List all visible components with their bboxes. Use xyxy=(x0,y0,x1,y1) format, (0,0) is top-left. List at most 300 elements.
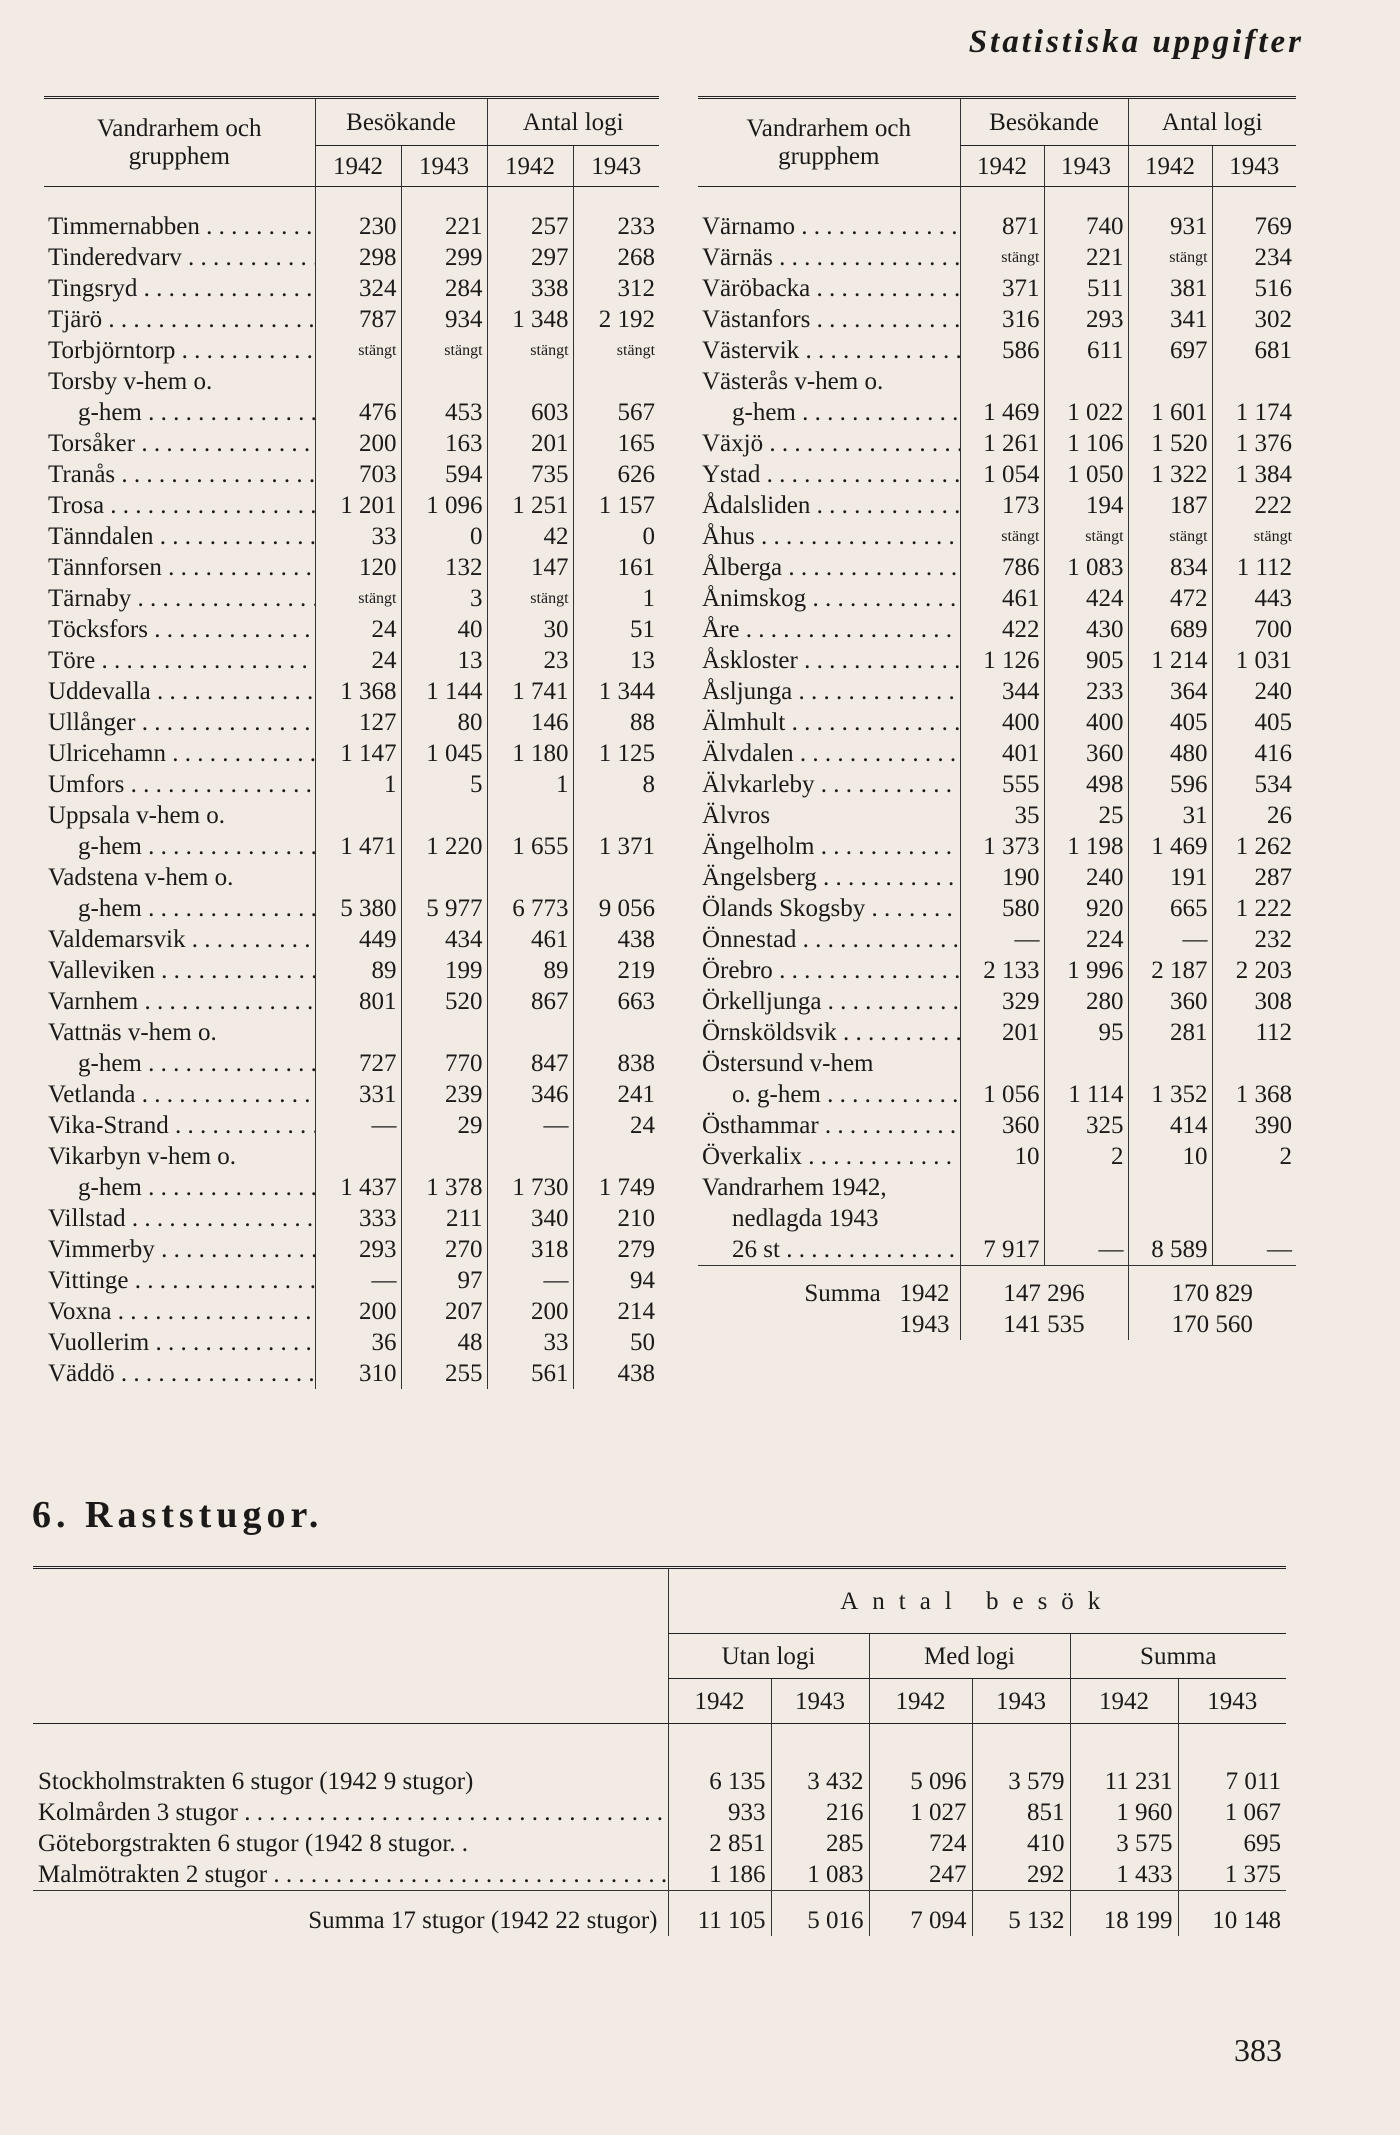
hostel-value-v42: 586 xyxy=(960,335,1044,366)
hostel-value-v42: 324 xyxy=(315,273,401,304)
year-header: 1942 xyxy=(869,1679,972,1724)
hostel-row xyxy=(44,1079,659,1110)
hostel-value-v42: 1 xyxy=(315,769,401,800)
year-header: 1943 xyxy=(771,1679,869,1724)
hostel-row xyxy=(44,521,659,552)
hostel-value-v43: 498 xyxy=(1044,769,1128,800)
hostel-name: Östhammar . . . xyxy=(698,1110,960,1141)
hostel-name: Tingsryd . . . xyxy=(44,273,315,304)
summa-row xyxy=(698,1309,1296,1340)
hostel-value-l43: 219 xyxy=(573,955,659,986)
hostel-name: Örkelljunga . . . xyxy=(698,986,960,1017)
hostel-value-l42: 146 xyxy=(487,707,573,738)
header-name-column: Vandrarhem och grupphem xyxy=(44,98,315,187)
hostel-value-v43: 1 220 xyxy=(401,831,487,862)
hostel-value-v43: 199 xyxy=(401,955,487,986)
hostel-value-v42: 190 xyxy=(960,862,1044,893)
hostel-row xyxy=(44,1017,659,1048)
hostel-value-l42 xyxy=(487,1141,573,1172)
summa-year: 1943 xyxy=(899,1311,950,1338)
hostel-value-l42: 340 xyxy=(487,1203,573,1234)
hostel-value-l42: 472 xyxy=(1128,583,1212,614)
hostel-value-v42: 24 xyxy=(315,614,401,645)
hostel-value-l42: 1 352 xyxy=(1128,1079,1212,1110)
hostel-value-v42: 120 xyxy=(315,552,401,583)
hostel-name: Örebro . . . xyxy=(698,955,960,986)
hostel-row xyxy=(698,924,1296,955)
hostel-value-v43: 770 xyxy=(401,1048,487,1079)
hostel-value-v42: 371 xyxy=(960,273,1044,304)
year-header: 1943 xyxy=(1212,146,1296,187)
hostel-value-l42: 297 xyxy=(487,242,573,273)
hostel-row xyxy=(44,397,659,428)
hostel-value-l42: 834 xyxy=(1128,552,1212,583)
year-header: 1942 xyxy=(487,146,573,187)
hostel-row xyxy=(44,800,659,831)
hostel-name: Trosa . . . xyxy=(44,490,315,521)
hostel-value-v42: 230 xyxy=(315,187,401,243)
hostel-name: Västanfors . . . xyxy=(698,304,960,335)
year-header: 1943 xyxy=(1178,1679,1286,1724)
hostel-value-l43: 24 xyxy=(573,1110,659,1141)
hostel-value-l43 xyxy=(573,366,659,397)
hostel-name: Vittinge . . . xyxy=(44,1265,315,1296)
hostel-row xyxy=(698,366,1296,397)
hostel-row xyxy=(44,614,659,645)
hostel-value-v42: 1 373 xyxy=(960,831,1044,862)
hostel-value-l43: 438 xyxy=(573,1358,659,1389)
hostel-name: Värnäs . . . xyxy=(698,242,960,273)
hostel-value-l43: 416 xyxy=(1212,738,1296,769)
hostel-name: Uddevalla . . . xyxy=(44,676,315,707)
hostel-name: nedlagda 1943 xyxy=(732,1205,879,1232)
hostel-value-l42: 381 xyxy=(1128,273,1212,304)
hostel-value-l42 xyxy=(487,366,573,397)
hostel-value-l42: 1 520 xyxy=(1128,428,1212,459)
hostel-name: Tjärö . . . xyxy=(44,304,315,335)
hostel-value-v42: 10 xyxy=(960,1141,1044,1172)
hostel-name: Överkalix . . . xyxy=(698,1141,960,1172)
hostel-value-l43: 50 xyxy=(573,1327,659,1358)
hostel-value-v43 xyxy=(401,862,487,893)
hostel-value-l42: 1 251 xyxy=(487,490,573,521)
hostel-value-v43: 740 xyxy=(1044,187,1128,243)
hostel-value-v42: 329 xyxy=(960,986,1044,1017)
hostel-value-v42: stängt xyxy=(960,521,1044,552)
rest-hut-value: 1 067 xyxy=(1178,1797,1286,1828)
hostel-value-l42: 33 xyxy=(487,1327,573,1358)
hostel-value-l42: 8 589 xyxy=(1128,1234,1212,1266)
hostel-row xyxy=(698,614,1296,645)
hostel-value-v42: 89 xyxy=(315,955,401,986)
summa-visitors: 141 535 xyxy=(960,1309,1128,1340)
page-number: 383 xyxy=(1234,2032,1282,2068)
hostel-row xyxy=(698,1048,1296,1079)
hostel-row xyxy=(44,242,659,273)
hostel-value-l42: 191 xyxy=(1128,862,1212,893)
hostel-value-v43: — xyxy=(1044,1234,1128,1266)
hostel-value-l43: stängt xyxy=(573,335,659,366)
hostel-value-l43 xyxy=(573,800,659,831)
rest-hut-value: 11 231 xyxy=(1070,1766,1178,1797)
hostel-value-l43: 2 203 xyxy=(1212,955,1296,986)
hostel-value-v42: 461 xyxy=(960,583,1044,614)
hostel-value-l42: 596 xyxy=(1128,769,1212,800)
hostel-value-l42: 201 xyxy=(487,428,573,459)
hostel-name: Vandrarhem 1942, xyxy=(702,1174,887,1201)
hostel-table-left xyxy=(44,96,659,1389)
hostel-row xyxy=(698,738,1296,769)
hostel-value-v43: 5 977 xyxy=(401,893,487,924)
hostel-value-v43: stängt xyxy=(1044,521,1128,552)
hostel-value-l42: 318 xyxy=(487,1234,573,1265)
hostel-value-v43: 0 xyxy=(401,521,487,552)
hostel-value-l43 xyxy=(573,862,659,893)
hostel-row xyxy=(698,862,1296,893)
hostel-value-l43: 700 xyxy=(1212,614,1296,645)
hostel-value-v43: 40 xyxy=(401,614,487,645)
hostel-value-v43: 240 xyxy=(1044,862,1128,893)
hostel-row xyxy=(698,1172,1296,1203)
hostel-value-l42: 147 xyxy=(487,552,573,583)
hostel-name: g-hem . . . xyxy=(44,1048,315,1079)
hostel-value-l42: 187 xyxy=(1128,490,1212,521)
hostel-name: Valdemarsvik . . . xyxy=(44,924,315,955)
hostel-value-v42: 422 xyxy=(960,614,1044,645)
hostel-value-v43: 424 xyxy=(1044,583,1128,614)
rest-hut-value: 3 579 xyxy=(972,1766,1070,1797)
hostel-name: Töcksfors . . . xyxy=(44,614,315,645)
hostel-value-l42: 281 xyxy=(1128,1017,1212,1048)
hostel-value-v43: 80 xyxy=(401,707,487,738)
rest-hut-value: 933 xyxy=(668,1797,771,1828)
hostel-value-l42: 561 xyxy=(487,1358,573,1389)
hostel-value-l43: 838 xyxy=(573,1048,659,1079)
hostel-value-l43: 214 xyxy=(573,1296,659,1327)
hostel-row xyxy=(44,1110,659,1141)
hostel-value-v43: 1 114 xyxy=(1044,1079,1128,1110)
hostel-value-v42: — xyxy=(315,1265,401,1296)
hostel-name: Tinderedvarv . . . xyxy=(44,242,315,273)
hostel-value-l43: 1 222 xyxy=(1212,893,1296,924)
hostel-value-v43: 221 xyxy=(401,187,487,243)
hostel-value-l42: 480 xyxy=(1128,738,1212,769)
hostel-value-v42: 400 xyxy=(960,707,1044,738)
hostel-value-l43: 8 xyxy=(573,769,659,800)
hostel-value-v43: 48 xyxy=(401,1327,487,1358)
hostel-value-l43: 279 xyxy=(573,1234,659,1265)
hostel-name: Värnamo . . . xyxy=(698,187,960,243)
hostel-value-v43 xyxy=(401,800,487,831)
rest-huts-rows xyxy=(33,1724,1286,1937)
rest-hut-row xyxy=(33,1766,1286,1797)
rest-hut-value: 3 432 xyxy=(771,1766,869,1797)
hostel-row xyxy=(44,1234,659,1265)
year-header: 1943 xyxy=(1044,146,1128,187)
rest-hut-value: 5 096 xyxy=(869,1766,972,1797)
hostel-row xyxy=(44,1203,659,1234)
hostel-value-v43: 221 xyxy=(1044,242,1128,273)
hostel-value-l42: 10 xyxy=(1128,1141,1212,1172)
hostel-row xyxy=(44,1358,659,1389)
hostel-name: Västervik . . . xyxy=(698,335,960,366)
section-title: 6. Raststugor. xyxy=(32,1494,324,1536)
hostel-value-v42: 298 xyxy=(315,242,401,273)
hostel-value-l43: — xyxy=(1212,1234,1296,1266)
hostel-row xyxy=(698,1079,1296,1110)
hostel-name: Tänndalen . . . xyxy=(44,521,315,552)
hostel-value-l43: 769 xyxy=(1212,187,1296,243)
hostel-value-v43: 1 144 xyxy=(401,676,487,707)
hostel-name: Växjö . . . xyxy=(698,428,960,459)
rest-hut-total-value: 11 105 xyxy=(668,1891,771,1937)
header-without-lodging: Utan logi xyxy=(668,1634,869,1679)
rest-hut-value: 3 575 xyxy=(1070,1828,1178,1859)
hostel-value-l42: 338 xyxy=(487,273,573,304)
header-visitors: Besökande xyxy=(315,98,487,146)
hostel-row xyxy=(44,1048,659,1079)
hostel-value-v43: 25 xyxy=(1044,800,1128,831)
hostel-value-v43: 1 378 xyxy=(401,1172,487,1203)
hostel-row xyxy=(44,986,659,1017)
hostel-row xyxy=(44,893,659,924)
hostel-value-l43: 534 xyxy=(1212,769,1296,800)
hostel-name: Tännforsen . . . xyxy=(44,552,315,583)
hostel-name: Väddö . . . xyxy=(44,1358,315,1389)
hostel-value-v43: 5 xyxy=(401,769,487,800)
rest-hut-value: 1 433 xyxy=(1070,1859,1178,1891)
hostel-value-v43: 325 xyxy=(1044,1110,1128,1141)
hostel-name: Umfors . . . xyxy=(44,769,315,800)
hostel-value-l43: 26 xyxy=(1212,800,1296,831)
hostel-value-l42 xyxy=(487,800,573,831)
hostel-value-v43: 1 106 xyxy=(1044,428,1128,459)
hostel-value-l42: 89 xyxy=(487,955,573,986)
hostel-value-l43: 405 xyxy=(1212,707,1296,738)
hostel-name: Torbjörntorp . . . xyxy=(44,335,315,366)
hostel-value-l43: 232 xyxy=(1212,924,1296,955)
hostel-row xyxy=(698,490,1296,521)
hostel-value-l42 xyxy=(1128,1172,1212,1203)
hostel-name: Västerås v-hem o. xyxy=(702,368,884,395)
hostel-value-v42 xyxy=(960,1172,1044,1203)
hostel-name: Ånimskog . . . xyxy=(698,583,960,614)
hostel-value-l42: 31 xyxy=(1128,800,1212,831)
hostel-value-v42: 871 xyxy=(960,187,1044,243)
hostel-row xyxy=(44,459,659,490)
hostel-name: Ystad . . . xyxy=(698,459,960,490)
rest-hut-total-value: 5 132 xyxy=(972,1891,1070,1937)
hostel-rows-right xyxy=(698,187,1296,1341)
summa-label xyxy=(698,1309,960,1340)
hostel-value-v43: 211 xyxy=(401,1203,487,1234)
hostel-row xyxy=(44,924,659,955)
hostel-value-l43: 312 xyxy=(573,273,659,304)
hostel-value-v43: 299 xyxy=(401,242,487,273)
hostel-value-l43: 1 371 xyxy=(573,831,659,862)
hostel-value-l42 xyxy=(1128,366,1212,397)
hostel-value-l42: 689 xyxy=(1128,614,1212,645)
hostel-name: Tärnaby . . . xyxy=(44,583,315,614)
hostel-value-v42: 1 147 xyxy=(315,738,401,769)
hostel-name: Vuollerim . . . xyxy=(44,1327,315,1358)
header-with-lodging: Med logi xyxy=(869,1634,1070,1679)
hostel-value-l42: 23 xyxy=(487,645,573,676)
hostel-value-v42: 786 xyxy=(960,552,1044,583)
hostel-value-l43: 1 368 xyxy=(1212,1079,1296,1110)
rest-hut-value: 247 xyxy=(869,1859,972,1891)
hostel-value-v42: 33 xyxy=(315,521,401,552)
hostel-row xyxy=(44,955,659,986)
hostel-name: Tranås . . . xyxy=(44,459,315,490)
hostel-value-v43 xyxy=(1044,1172,1128,1203)
hostel-row xyxy=(44,738,659,769)
hostel-row xyxy=(698,769,1296,800)
hostel-value-v42: stängt xyxy=(315,335,401,366)
hostel-row xyxy=(698,521,1296,552)
rest-hut-value: 695 xyxy=(1178,1828,1286,1859)
hostel-value-v42: 173 xyxy=(960,490,1044,521)
running-header: Statistiska uppgifter xyxy=(968,24,1304,60)
header-visitors: Besökande xyxy=(960,98,1128,146)
hostel-value-l43: 268 xyxy=(573,242,659,273)
hostel-value-l42: 405 xyxy=(1128,707,1212,738)
hostel-name: Uppsala v-hem o. xyxy=(48,802,226,829)
hostel-name: Torsåker . . . xyxy=(44,428,315,459)
hostel-value-l43: 681 xyxy=(1212,335,1296,366)
hostel-row xyxy=(698,986,1296,1017)
hostel-row xyxy=(698,676,1296,707)
rest-hut-value: 410 xyxy=(972,1828,1070,1859)
hostel-value-l42 xyxy=(487,1017,573,1048)
hostel-value-l43: 443 xyxy=(1212,583,1296,614)
hostel-name: Åre . . . xyxy=(698,614,960,645)
rest-hut-total-value: 5 016 xyxy=(771,1891,869,1937)
hostel-value-v43: 1 022 xyxy=(1044,397,1128,428)
hostel-value-l43: 663 xyxy=(573,986,659,1017)
hostel-value-v43: 453 xyxy=(401,397,487,428)
hostel-name: Vadstena v-hem o. xyxy=(48,864,234,891)
hostel-value-l42: 364 xyxy=(1128,676,1212,707)
hostel-value-l43 xyxy=(573,1141,659,1172)
rest-hut-row xyxy=(33,1828,1286,1859)
hostel-value-v42: 703 xyxy=(315,459,401,490)
hostel-value-v42: — xyxy=(960,924,1044,955)
hostel-value-l43 xyxy=(1212,366,1296,397)
hostel-value-v43: stängt xyxy=(401,335,487,366)
year-header: 1943 xyxy=(401,146,487,187)
hostel-value-v43 xyxy=(1044,1203,1128,1234)
hostel-value-v42: 333 xyxy=(315,1203,401,1234)
hostel-value-v42: 476 xyxy=(315,397,401,428)
hostel-value-v43 xyxy=(401,1017,487,1048)
hostel-value-v42: 801 xyxy=(315,986,401,1017)
hostel-name: Östersund v-hem xyxy=(702,1050,874,1077)
hostel-name: Timmernabben . . . xyxy=(44,187,315,243)
hostel-value-v42: 201 xyxy=(960,1017,1044,1048)
hostel-table-right xyxy=(698,96,1296,1340)
hostel-value-l42: 461 xyxy=(487,924,573,955)
hostel-name: Voxna . . . xyxy=(44,1296,315,1327)
hostel-value-v43: 1 050 xyxy=(1044,459,1128,490)
hostel-value-l42: 2 187 xyxy=(1128,955,1212,986)
hostel-value-v43: 1 083 xyxy=(1044,552,1128,583)
hostel-value-l42: 867 xyxy=(487,986,573,1017)
hostel-value-l43: 1 xyxy=(573,583,659,614)
hostel-value-l42: — xyxy=(487,1110,573,1141)
hostel-value-l43: 1 344 xyxy=(573,676,659,707)
hostel-value-v42: — xyxy=(315,1110,401,1141)
hostel-row xyxy=(44,1172,659,1203)
hostel-value-l42: — xyxy=(1128,924,1212,955)
hostel-value-l43: 94 xyxy=(573,1265,659,1296)
rest-hut-row xyxy=(33,1859,1286,1891)
hostel-value-v42: 580 xyxy=(960,893,1044,924)
rest-hut-value: 2 851 xyxy=(668,1828,771,1859)
hostel-value-v42: 24 xyxy=(315,645,401,676)
hostel-name: g-hem . . . xyxy=(44,893,315,924)
hostel-name: Åsljunga . . . xyxy=(698,676,960,707)
hostel-value-v43: 434 xyxy=(401,924,487,955)
hostel-row xyxy=(698,955,1296,986)
hostel-value-v42: 1 368 xyxy=(315,676,401,707)
hostel-name: Ulricehamn . . . xyxy=(44,738,315,769)
hostel-value-v43: 920 xyxy=(1044,893,1128,924)
hostel-name: g-hem . . . xyxy=(698,397,960,428)
hostel-value-v42: 127 xyxy=(315,707,401,738)
hostel-name: Åskloster . . . xyxy=(698,645,960,676)
hostel-value-l42: 346 xyxy=(487,1079,573,1110)
rest-hut-name: Göteborgstrakten 6 stugor (1942 8 stugor. . xyxy=(38,1830,469,1857)
hostel-value-v42 xyxy=(960,366,1044,397)
rest-hut-total-value: 10 148 xyxy=(1178,1891,1286,1937)
hostel-value-l43 xyxy=(1212,1048,1296,1079)
hostel-row xyxy=(44,1141,659,1172)
hostel-value-l42 xyxy=(1128,1203,1212,1234)
hostel-value-l43 xyxy=(1212,1172,1296,1203)
hostel-row xyxy=(44,187,659,243)
hostel-value-l43: 626 xyxy=(573,459,659,490)
hostel-name: Vika-Strand . . . xyxy=(44,1110,315,1141)
hostel-value-l42: 1 214 xyxy=(1128,645,1212,676)
hostel-value-l42: 603 xyxy=(487,397,573,428)
hostel-value-v43: 132 xyxy=(401,552,487,583)
hostel-value-l42: 360 xyxy=(1128,986,1212,1017)
hostel-name: Åhus . . . xyxy=(698,521,960,552)
hostel-value-v43: 194 xyxy=(1044,490,1128,521)
hostel-value-v43: 13 xyxy=(401,645,487,676)
hostel-value-v42: 727 xyxy=(315,1048,401,1079)
hostel-value-l42: 200 xyxy=(487,1296,573,1327)
hostel-value-v42: 36 xyxy=(315,1327,401,1358)
rest-hut-value: 292 xyxy=(972,1859,1070,1891)
hostel-row xyxy=(44,769,659,800)
hostel-value-l42 xyxy=(487,862,573,893)
hostel-value-v42: stängt xyxy=(960,242,1044,273)
hostel-row xyxy=(44,1265,659,1296)
hostel-value-l42: 665 xyxy=(1128,893,1212,924)
year-header: 1943 xyxy=(573,146,659,187)
rest-hut-value: 6 135 xyxy=(668,1766,771,1797)
hostel-value-v43: 400 xyxy=(1044,707,1128,738)
hostel-value-v42 xyxy=(315,1017,401,1048)
hostel-value-l42: — xyxy=(487,1265,573,1296)
hostel-value-l43: 161 xyxy=(573,552,659,583)
hostel-row xyxy=(698,645,1296,676)
hostel-value-l43: 0 xyxy=(573,521,659,552)
hostel-value-v42: 1 437 xyxy=(315,1172,401,1203)
hostel-value-v42: 200 xyxy=(315,1296,401,1327)
